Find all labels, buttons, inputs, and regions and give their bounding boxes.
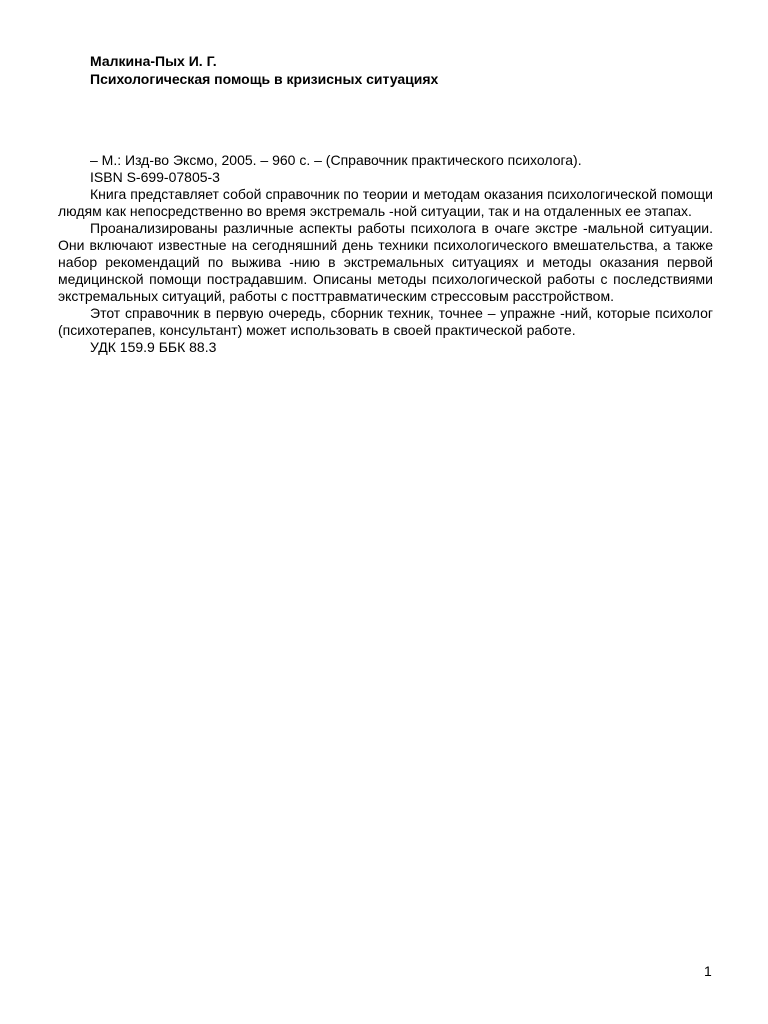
book-title: Психологическая помощь в кризисных ситуациях: [90, 71, 439, 87]
description-paragraph: Книга представляет собой справочник по теории и методам оказания психологической помощи людям как непосредственно во время экстремаль -ной ситуации, так и на отдаленных ее этапах.: [58, 186, 713, 219]
document-body: [58, 152, 713, 356]
aspects-paragraph: Проанализированы различные аспекты работы психолога в очаге экстре -мальной ситуации. Они включают известные на сегодняшний день техники психологического вмешательства, а также набор рекомендаций по выжива -нию в экстремальных ситуациях и методы оказания первой медицинской помощи пострадавшим. Описаны методы психологической работы с последствиями экстремальных ситуаций, работы с посттравматическим стрессовым расстройством.: [58, 220, 713, 304]
page-number: 1: [704, 963, 712, 979]
author-name: Малкина-Пых И. Г.: [90, 53, 217, 69]
document-header: [90, 52, 690, 88]
classification-line: УДК 159.9 ББК 88.3: [90, 339, 217, 355]
publication-info: – М.: Изд-во Эксмо, 2005. – 960 с. – (Справочник практического психолога).: [90, 152, 582, 168]
usage-paragraph: Этот справочник в первую очередь, сборник техник, точнее – упражне -ний, которые психолог (психотерапев, консультант) может использовать в своей практической работе.: [58, 305, 713, 338]
isbn-line: ISBN S-699-07805-3: [90, 169, 220, 185]
